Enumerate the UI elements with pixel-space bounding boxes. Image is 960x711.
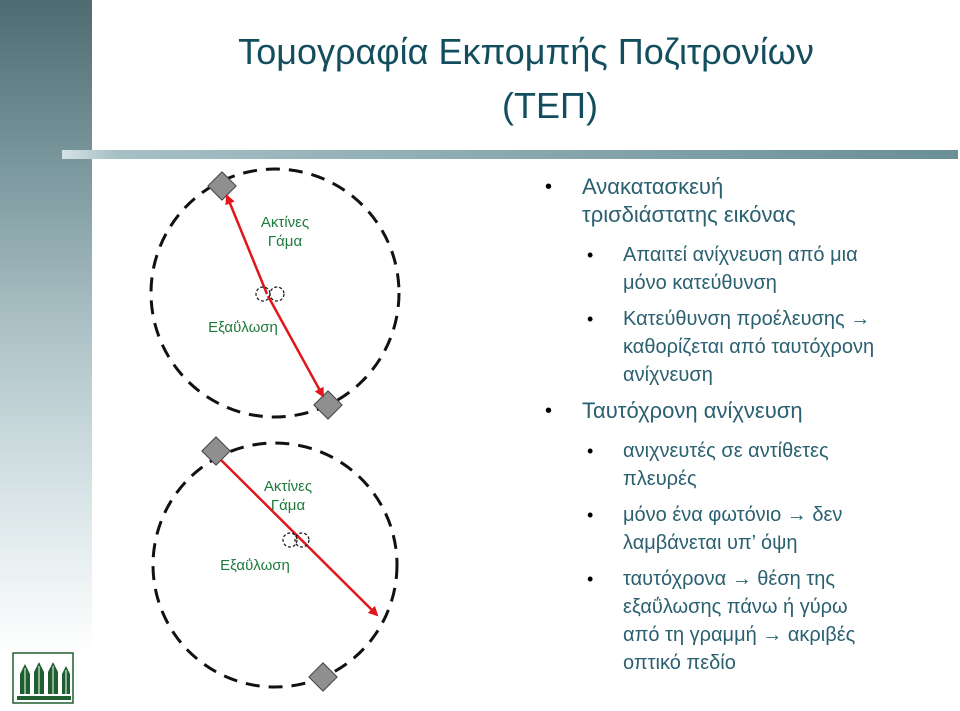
diagram-top	[151, 169, 399, 419]
bullet-list	[545, 173, 955, 685]
detector-icon	[309, 663, 337, 691]
annihilation-label-top: Εξαΰλωση	[208, 319, 278, 336]
sub-bullet-origin-direction: • Κατεύθυνση προέλευσης → καθορίζεται από ταυτόχρονη ανίχνευση	[545, 305, 955, 389]
sub-bullet-single-direction: • Απαιτεί ανίχνευση από μια μόνο κατεύθυνση	[545, 241, 955, 297]
bullet-reconstruction: • Ανακατασκευή τρισδιάστατης εικόνας	[545, 173, 955, 229]
sub-bullet-single-photon: • μόνο ένα φωτόνιο → δεν λαμβάνεται υπ’ όψη	[545, 501, 955, 557]
sub-bullet-simultaneous: • ταυτόχρονα → θέση της εξαΰλωσης πάνω ή γύρω από τη γραμμή → ακριβές οπτικό πεδίο	[545, 565, 955, 677]
gamma-rays-label-top: Ακτίνες Γάμα	[260, 214, 310, 250]
logo-icon	[12, 652, 74, 704]
detector-icon	[314, 391, 342, 419]
gamma-rays-label-bottom: Ακτίνες Γάμα	[263, 478, 313, 514]
annihilation-label-bottom: Εξαΰλωση	[220, 557, 290, 574]
detector-ring-top	[151, 169, 399, 417]
detector-icon	[202, 437, 230, 465]
page-title: Τομογραφία Εκπομπής Ποζιτρονίων	[238, 31, 814, 72]
sub-bullet-opposite-detectors: • ανιχνευτές σε αντίθετες πλευρές	[545, 437, 955, 493]
bullet-coincidence-detection: • Ταυτόχρονη ανίχνευση	[545, 397, 955, 425]
gamma-ray-arrow-icon	[268, 296, 323, 396]
page-title-abbreviation: (ΤΕΠ)	[502, 85, 598, 126]
